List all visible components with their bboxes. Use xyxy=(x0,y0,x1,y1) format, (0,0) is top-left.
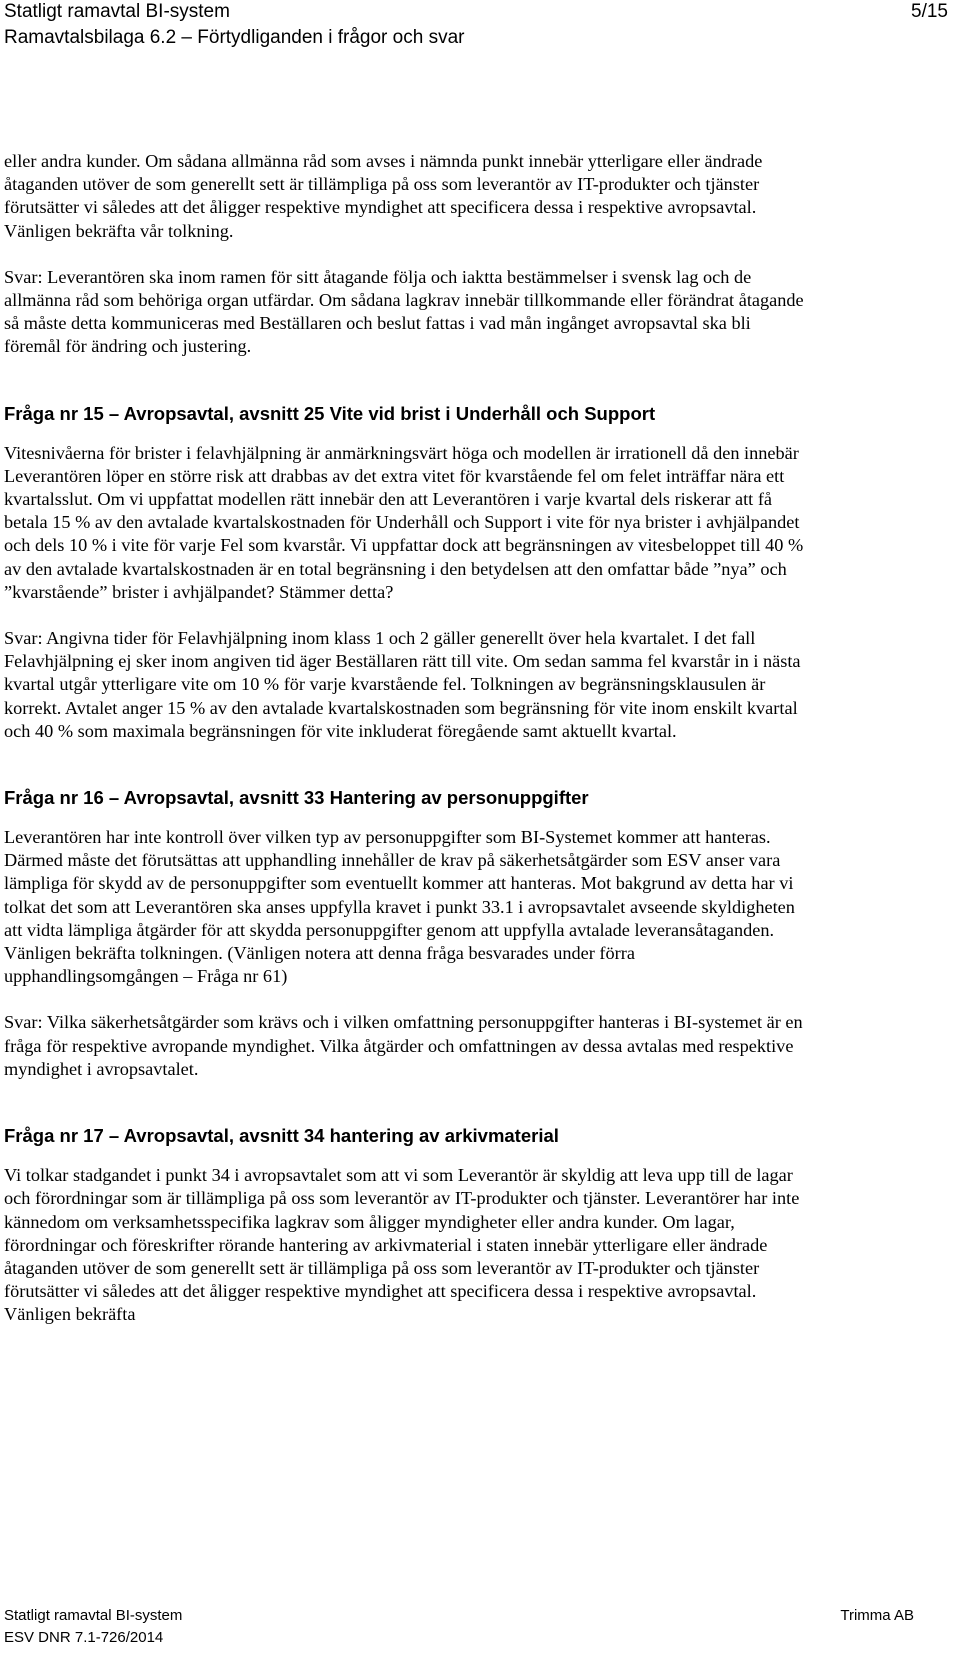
answer-label: Svar xyxy=(4,266,38,287)
answer-text: : Angivna tider för Felavhjälpning inom klass 1 och 2 gäller generellt över hela kvartalet. I det fall Felavhjälpning ej sker inom angiven tid äger Beställaren rätt till vite. Om sedan samma fel kvarstår in i nästa kvartal utgår ytterligare vite om 10 % för varje kvarstående fel. Tolkningen av begränsningsklausulen är korrekt. Avtalet anger 15 % av den avtalade kvartalskostnaden som begränsning för vite inom enskilt kvartal och 40 % som maximala begränsningen för vite inkluderat föregående samt aktuellt kvartal. xyxy=(4,628,801,741)
body-paragraph: eller andra kunder. Om sådana allmänna råd som avses i nämnda punkt innebär ytterligare eller ändrade åtaganden utöver de som generellt sett är tillämpliga på oss som leverantör av IT-produkter och tjänster förutsätter vi således att det åligger respektive myndighet att specificera dessa i respektive avropsavtal. Vänligen bekräfta vår tolkning. xyxy=(4,151,763,241)
answer-paragraph xyxy=(4,266,804,359)
answer-paragraph xyxy=(4,1011,804,1081)
answer-label: Svar xyxy=(4,628,38,649)
body-paragraph: Vitesnivåerna för brister i felavhjälpning är anmärkningsvärt höga och modellen är irrationell då den innebär Leverantören löper en större risk att drabbas av det extra vitet för kvarstående fel om felet inträffar nära ett kvartalsslut. Om vi uppfattat modellen rätt innebär den att Leverantören i varje kvartal dels riskerar att få betala 15 % av den avtalade kvartalskostnaden för Underhåll och Support i vite för nya brister i avhjälpandet och dels 10 % i vite för varje Fel som kvarstår. Vi uppfattar dock att begränsningen av vitesbeloppet till 40 % av den avtalade kvartalskostnaden är en total begränsning i den betydelsen att den omfattar både ”nya” och ”kvarstående” brister i avhjälpandet? Stämmer detta? xyxy=(4,442,804,602)
footer-company: Trimma AB xyxy=(840,1607,914,1624)
body-paragraph: Leverantören har inte kontroll över vilken typ av personuppgifter som BI-Systemet kommer att hanteras. Därmed måste det förutsättas att upphandling innehåller de krav på säkerhetsåtgärder som ESV anser vara lämpliga för skydd av de personuppgifter som eventuellt kommer att hanteras. Mot bakgrund av detta har vi tolkat det som att Leverantören ska anses uppfylla kravet i punkt 33.1 i avropsavtalet avseende skyldigheten att vidta lämpliga åtgärder för att skydda personuppgifter genom att uppfylla avtalade leveransåtaganden. Vänligen bekräfta tolkningen. (Vänligen notera att denna fråga besvarades under förra upphandlingsomgången – Fråga nr 61) xyxy=(4,827,795,987)
answer-label: Svar xyxy=(4,1012,38,1033)
page-number: 5/15 xyxy=(911,1,948,22)
question-heading: Fråga nr 17 – Avropsavtal, avsnitt 34 hantering av arkivmaterial xyxy=(4,1125,559,1147)
answer-text: : Vilka säkerhetsåtgärder som krävs och i vilken omfattning personuppgifter hanteras i BI-systemet är en fråga för respektive avropande myndighet. Vilka åtgärder och omfattningen av dessa avtalas med respektive myndighet i avropsavtalet. xyxy=(4,1012,803,1079)
document-body xyxy=(4,150,804,1350)
question-heading: Fråga nr 15 – Avropsavtal, avsnitt 25 Vite vid brist i Underhåll och Support xyxy=(4,402,656,424)
footer-title: Statligt ramavtal BI-system xyxy=(4,1607,183,1624)
header-title: Statligt ramavtal BI-system xyxy=(4,1,230,22)
question-heading: Fråga nr 16 – Avropsavtal, avsnitt 33 Hantering av personuppgifter xyxy=(4,787,589,809)
body-paragraph: Vi tolkar stadgandet i punkt 34 i avropsavtalet som att vi som Leverantör är skyldig att leva upp till de lagar och förordningar som är tillämpliga på oss som leverantör av IT-produkter och tjänster. Leverantörer har inte kännedom om verksamhetsspecifika lagkrav som åligger myndigheter eller andra kunder. Om lagar, förordningar och föreskrifter rörande hantering av arkivmaterial i staten innebär ytterligare eller ändrade åtaganden utöver de som generellt sett är tillämpliga på oss som leverantör av IT-produkter och tjänster förutsätter vi således att det åligger respektive myndighet att specificera dessa i respektive avropsavtal. Vänligen bekräfta xyxy=(4,1165,800,1325)
answer-paragraph xyxy=(4,627,804,743)
header-subtitle: Ramavtalsbilaga 6.2 – Förtydliganden i frågor och svar xyxy=(4,27,465,48)
footer-reference: ESV DNR 7.1-726/2014 xyxy=(4,1629,164,1646)
answer-text: : Leverantören ska inom ramen för sitt åtagande följa och iaktta bestämmelser i svensk lag och de allmänna råd som behöriga organ utfärdar. Om sådana lagkrav innebär tillkommande eller förändrat åtagande så måste detta kommuniceras med Beställaren och beslut fattas i vad mån ingånget avropsavtal ska bli föremål för ändring och justering. xyxy=(4,266,804,357)
